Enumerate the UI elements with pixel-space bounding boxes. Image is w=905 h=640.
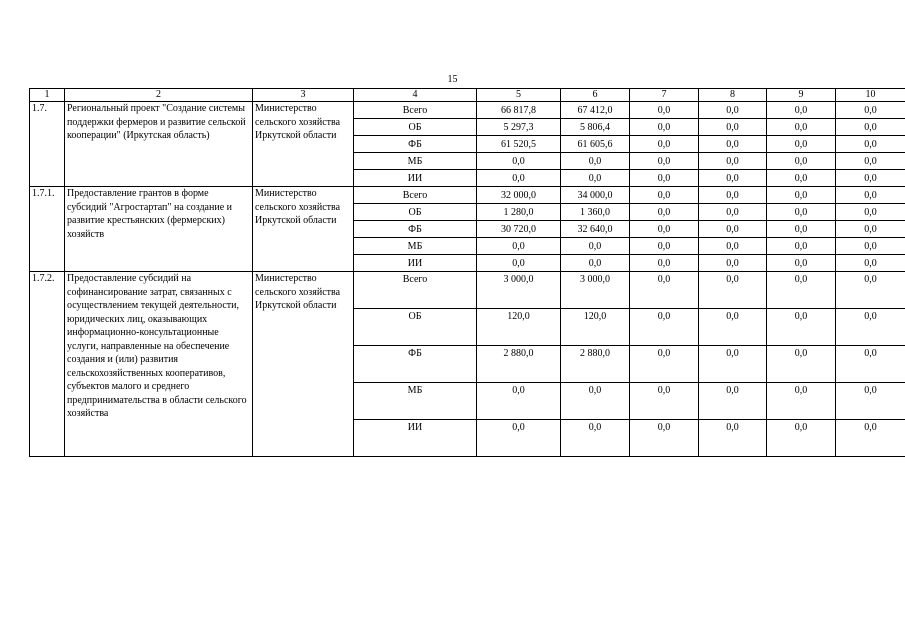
funding-source: Всего [354, 102, 477, 119]
value-cell: 0,0 [836, 102, 905, 119]
value-cell: 0,0 [630, 136, 699, 153]
item-code: 1.7.1. [30, 187, 65, 272]
value-cell: 0,0 [477, 255, 561, 272]
value-cell: 0,0 [767, 119, 836, 136]
value-cell: 0,0 [767, 221, 836, 238]
value-cell: 1 280,0 [477, 204, 561, 221]
value-cell: 0,0 [699, 309, 767, 346]
funding-source: Всего [354, 272, 477, 309]
value-cell: 5 297,3 [477, 119, 561, 136]
value-cell: 0,0 [630, 383, 699, 420]
value-cell: 0,0 [630, 420, 699, 457]
value-cell: 0,0 [630, 346, 699, 383]
value-cell: 0,0 [630, 170, 699, 187]
value-cell: 0,0 [836, 346, 905, 383]
value-cell: 0,0 [699, 255, 767, 272]
value-cell: 0,0 [836, 136, 905, 153]
value-cell: 0,0 [561, 383, 630, 420]
value-cell: 120,0 [561, 309, 630, 346]
value-cell: 0,0 [836, 420, 905, 457]
value-cell: 0,0 [767, 272, 836, 309]
funding-source: ИИ [354, 255, 477, 272]
value-cell: 0,0 [836, 119, 905, 136]
value-cell: 0,0 [699, 221, 767, 238]
value-cell: 0,0 [767, 420, 836, 457]
value-cell: 0,0 [767, 170, 836, 187]
funding-source: ФБ [354, 136, 477, 153]
value-cell: 0,0 [699, 420, 767, 457]
value-cell: 0,0 [767, 187, 836, 204]
value-cell: 0,0 [699, 119, 767, 136]
value-cell: 0,0 [630, 238, 699, 255]
page-number: 15 [447, 74, 458, 85]
value-cell: 0,0 [477, 420, 561, 457]
value-cell: 30 720,0 [477, 221, 561, 238]
value-cell: 0,0 [767, 204, 836, 221]
value-cell: 0,0 [836, 204, 905, 221]
value-cell: 1 360,0 [561, 204, 630, 221]
item-name: Предоставление грантов в форме субсидий "Агростартап" на создание и развитие крестьянских (фермерских) хозяйств [65, 187, 253, 272]
value-cell: 0,0 [767, 136, 836, 153]
value-cell: 2 880,0 [477, 346, 561, 383]
table-row [30, 102, 905, 119]
value-cell: 0,0 [836, 383, 905, 420]
value-cell: 0,0 [767, 102, 836, 119]
item-name: Предоставление субсидий на софинансирование затрат, связанных с осуществлением текущей деятельности, юридических лиц, оказывающих информационно-консультационные услуги, направленные на обеспечение создания и (или) развития сельскохозяйственных кооперативов, субъектов малого и среднего предпринимательства в области сельского хозяйства [65, 272, 253, 457]
value-cell: 67 412,0 [561, 102, 630, 119]
value-cell: 0,0 [767, 383, 836, 420]
value-cell: 0,0 [836, 153, 905, 170]
value-cell: 0,0 [767, 238, 836, 255]
header-cell: 4 [354, 89, 477, 102]
budget-table [29, 88, 905, 457]
funding-source: МБ [354, 383, 477, 420]
value-cell: 0,0 [630, 255, 699, 272]
value-cell: 0,0 [699, 153, 767, 170]
item-code: 1.7.2. [30, 272, 65, 457]
value-cell: 0,0 [699, 170, 767, 187]
funding-source: МБ [354, 153, 477, 170]
item-executor: Министерство сельского хозяйства Иркутской области [253, 187, 354, 272]
item-name: Региональный проект "Создание системы поддержки фермеров и развитие сельской кооперации" (Иркутская область) [65, 102, 253, 187]
value-cell: 0,0 [630, 221, 699, 238]
funding-source: ОБ [354, 309, 477, 346]
value-cell: 0,0 [836, 221, 905, 238]
table-row [30, 187, 905, 204]
value-cell: 66 817,8 [477, 102, 561, 119]
value-cell: 0,0 [767, 309, 836, 346]
header-cell: 6 [561, 89, 630, 102]
value-cell: 34 000,0 [561, 187, 630, 204]
value-cell: 0,0 [699, 204, 767, 221]
table-row [30, 272, 905, 309]
item-executor: Министерство сельского хозяйства Иркутской области [253, 102, 354, 187]
value-cell: 0,0 [630, 119, 699, 136]
value-cell: 0,0 [630, 309, 699, 346]
value-cell: 0,0 [477, 238, 561, 255]
value-cell: 0,0 [836, 309, 905, 346]
value-cell: 0,0 [836, 170, 905, 187]
value-cell: 61 605,6 [561, 136, 630, 153]
value-cell: 0,0 [630, 187, 699, 204]
funding-source: МБ [354, 238, 477, 255]
header-cell: 8 [699, 89, 767, 102]
header-cell: 7 [630, 89, 699, 102]
funding-source: ФБ [354, 346, 477, 383]
funding-source: ФБ [354, 221, 477, 238]
value-cell: 2 880,0 [561, 346, 630, 383]
value-cell: 0,0 [699, 238, 767, 255]
funding-source: ОБ [354, 119, 477, 136]
item-executor: Министерство сельского хозяйства Иркутской области [253, 272, 354, 457]
header-cell: 9 [767, 89, 836, 102]
value-cell: 0,0 [477, 170, 561, 187]
value-cell: 0,0 [699, 136, 767, 153]
value-cell: 0,0 [561, 170, 630, 187]
header-row [30, 89, 905, 102]
value-cell: 0,0 [836, 255, 905, 272]
value-cell: 0,0 [767, 346, 836, 383]
value-cell: 0,0 [699, 187, 767, 204]
value-cell: 3 000,0 [561, 272, 630, 309]
header-cell: 1 [30, 89, 65, 102]
header-cell: 2 [65, 89, 253, 102]
value-cell: 0,0 [477, 383, 561, 420]
value-cell: 0,0 [561, 255, 630, 272]
value-cell: 0,0 [477, 153, 561, 170]
value-cell: 0,0 [630, 102, 699, 119]
value-cell: 5 806,4 [561, 119, 630, 136]
value-cell: 0,0 [630, 272, 699, 309]
value-cell: 0,0 [767, 255, 836, 272]
header-cell: 3 [253, 89, 354, 102]
value-cell: 0,0 [767, 153, 836, 170]
value-cell: 32 000,0 [477, 187, 561, 204]
funding-source: ИИ [354, 170, 477, 187]
value-cell: 0,0 [699, 383, 767, 420]
value-cell: 0,0 [836, 272, 905, 309]
value-cell: 0,0 [699, 102, 767, 119]
value-cell: 32 640,0 [561, 221, 630, 238]
value-cell: 61 520,5 [477, 136, 561, 153]
funding-source: ОБ [354, 204, 477, 221]
header-cell: 5 [477, 89, 561, 102]
value-cell: 120,0 [477, 309, 561, 346]
item-code: 1.7. [30, 102, 65, 187]
value-cell: 0,0 [836, 238, 905, 255]
funding-source: ИИ [354, 420, 477, 457]
value-cell: 3 000,0 [477, 272, 561, 309]
value-cell: 0,0 [630, 204, 699, 221]
value-cell: 0,0 [561, 238, 630, 255]
value-cell: 0,0 [630, 153, 699, 170]
value-cell: 0,0 [699, 272, 767, 309]
value-cell: 0,0 [699, 346, 767, 383]
value-cell: 0,0 [836, 187, 905, 204]
value-cell: 0,0 [561, 420, 630, 457]
funding-source: Всего [354, 187, 477, 204]
value-cell: 0,0 [561, 153, 630, 170]
header-cell: 10 [836, 89, 905, 102]
